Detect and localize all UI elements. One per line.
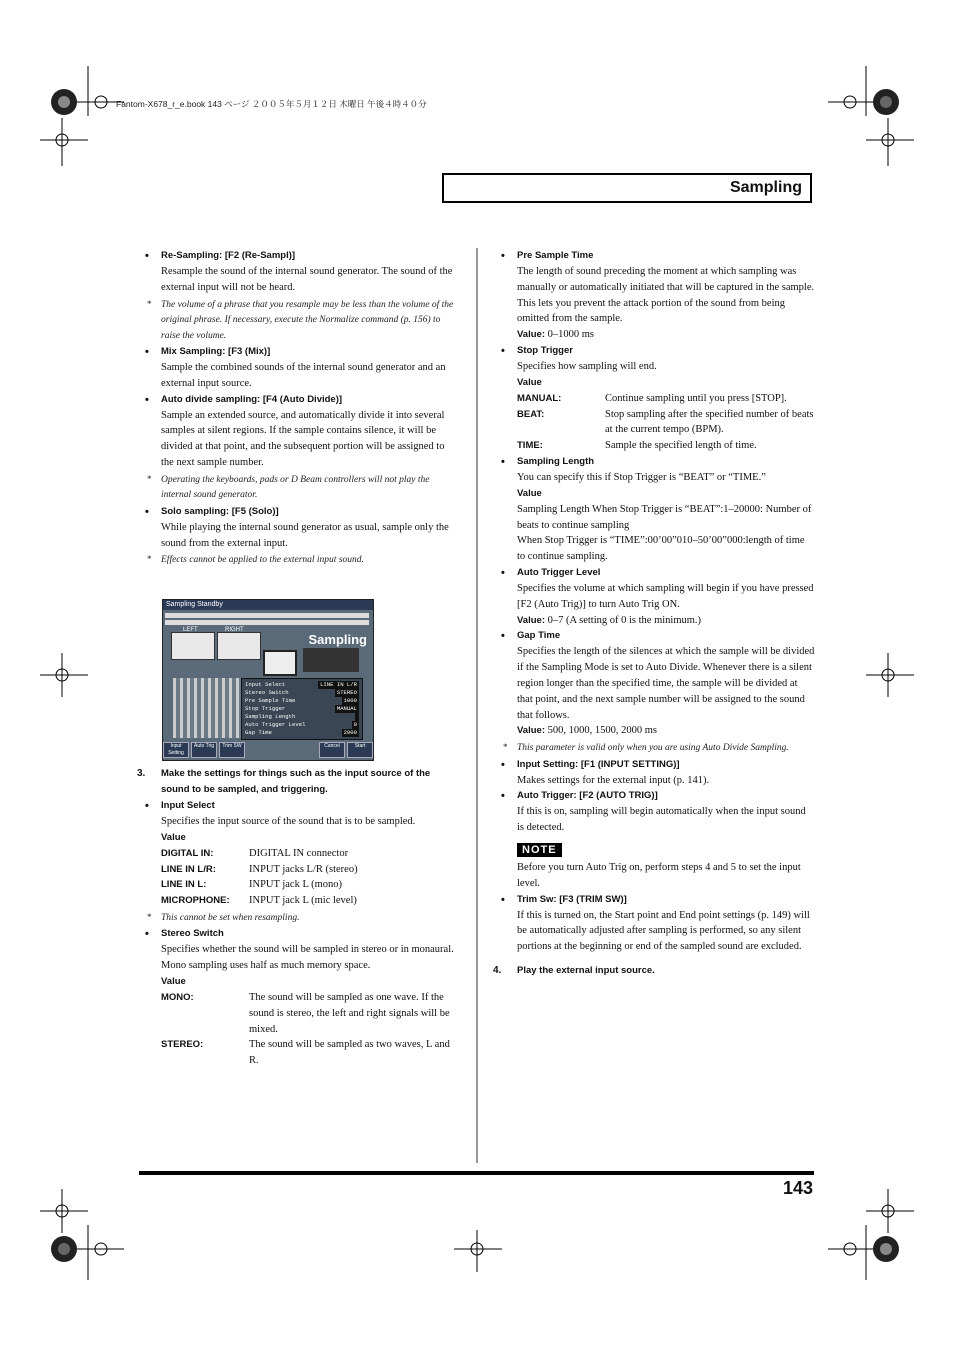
stereo-switch-value-desc: The sound will be sampled as two waves, L and R. xyxy=(249,1039,450,1067)
input-setting-heading: • Input Setting: [F1 (INPUT SETTING)] xyxy=(495,757,815,773)
stereo-switch-body: Specifies whether the sound will be sampled in stereo or in monaural. Mono sampling uses half as much memory space. xyxy=(161,944,454,972)
pre-sample-value: Value: 0–1000 ms xyxy=(517,329,595,341)
input-select-value-row xyxy=(139,846,459,862)
resampling-note: * The volume of a phrase that you resample may be less than the volume of the original phrase. If necessary, execute the Normalize command (p. 156) to raise the volume. xyxy=(147,298,454,341)
input-select-value-key: DIGITAL IN: xyxy=(161,847,214,859)
stop-trigger-value-label: Value xyxy=(517,376,542,388)
input-select-value-key: MICROPHONE: xyxy=(161,895,230,907)
screen-param-row xyxy=(245,705,359,713)
left-column-lower xyxy=(139,766,459,1069)
solo-note: * Effects cannot be applied to the external input sound. xyxy=(147,554,364,566)
resampling-heading: • Re-Sampling: [F2 (Re-Sampl)] xyxy=(139,248,459,264)
trim-sw-body: If this is turned on, the Start point and End point settings (p. 149) will be automatically adjusted after sampling is performed, so any silent portions at the beginning or end of the sampled sound are excluded. xyxy=(517,909,810,953)
screen-button[interactable]: Input Setting xyxy=(163,742,189,758)
screen-param-label: Stereo Switch xyxy=(245,689,289,696)
param-list xyxy=(241,678,363,740)
stereo-switch-heading: • Stereo Switch xyxy=(139,926,459,942)
screen-param-value: 0 xyxy=(353,721,357,728)
stereo-switch-value-desc: The sound will be sampled as one wave. If the sound is stereo, the left and right signals will be mixed. xyxy=(249,992,450,1035)
auto-divide-body: Sample an extended source, and automatically divide it into several samples at silent regions. If the sample contains silence, it will be divided at that point, and the subsequent portion will be assigned to the next sample number. xyxy=(161,409,445,469)
sampling-length-line1: Sampling Length When Stop Trigger is “BEAT”:1–20000: Number of beats to continue sampling xyxy=(517,503,812,531)
sampling-length-line2: When Stop Trigger is “TIME”:00’00”010–50’00”000:length of time to continue sampling. xyxy=(517,535,805,563)
meter-right-label: RIGHT xyxy=(225,627,244,633)
solo-heading: • Solo sampling: [F5 (Solo)] xyxy=(139,504,459,520)
pre-sample-heading: • Pre Sample Time xyxy=(495,248,815,264)
stop-trigger-value-key: MANUAL: xyxy=(517,392,562,404)
screen-button[interactable]: Trim SW xyxy=(219,742,245,758)
step-3: 3. Make the settings for things such as the input source of the sound to be sampled, and triggering. xyxy=(137,768,431,795)
screen-param-label: Auto Trigger Level xyxy=(245,721,306,728)
sampling-length-value-label: Value xyxy=(517,487,542,499)
mix-body: Sample the combined sounds of the internal sound generator and an external input source. xyxy=(161,362,446,389)
input-select-value-row xyxy=(139,877,459,893)
screen-param-row xyxy=(245,729,359,737)
sampling-length-heading: • Sampling Length xyxy=(495,454,815,470)
stereo-switch-value-row xyxy=(139,990,459,1037)
page-number: 143 xyxy=(782,1178,813,1198)
stop-trigger-value-row xyxy=(495,407,815,439)
stop-trigger-value-desc: Continue sampling until you press [STOP]. xyxy=(605,392,787,404)
input-select-value-key: LINE IN L: xyxy=(161,879,207,891)
stop-trigger-heading: • Stop Trigger xyxy=(495,343,815,359)
auto-trig-note: Before you turn Auto Trig on, perform steps 4 and 5 to set the input level. xyxy=(517,862,801,889)
auto-trigger-level-value: Value: 0–7 (A setting of 0 is the minimum.) xyxy=(517,614,702,626)
screen-param-value: STEREO xyxy=(336,689,357,696)
auto-trig-heading: • Auto Trigger: [F2 (AUTO TRIG)] xyxy=(495,788,815,804)
auto-trig-body: If this is on, sampling will begin automatically when the input sound is detected. xyxy=(517,806,806,834)
meter-left-label: LEFT xyxy=(183,627,198,633)
screen-logo: Sampling xyxy=(308,632,367,647)
screen-param-row xyxy=(245,689,359,697)
auto-divide-heading: • Auto divide sampling: [F4 (Auto Divide)] xyxy=(139,392,459,408)
screen-button[interactable]: Start xyxy=(347,742,373,758)
stop-trigger-value-key: TIME: xyxy=(517,440,543,452)
input-select-value-desc: DIGITAL IN connector xyxy=(249,847,349,859)
file-info: Fantom-X678_r_e.book 143 ページ ２００５年５月１２日 木曜日 午後４時４０分 xyxy=(116,99,427,109)
stereo-switch-value-key: MONO: xyxy=(161,992,194,1004)
note-badge: NOTE xyxy=(517,843,562,857)
sampling-length-body: You can specify this if Stop Trigger is “BEAT” or “TIME.” xyxy=(517,471,766,483)
screen-button[interactable]: Cancel xyxy=(319,742,345,758)
gap-time-note: * This parameter is valid only when you are using Auto Divide Sampling. xyxy=(503,742,789,754)
left-column xyxy=(139,248,459,569)
section-header xyxy=(442,173,812,203)
input-select-note: * This cannot be set when resampling. xyxy=(147,911,300,923)
input-select-body: Specifies the input source of the sound that is to be sampled. xyxy=(161,816,416,827)
stereo-switch-value-row xyxy=(139,1037,459,1069)
stop-trigger-value-row xyxy=(495,391,815,407)
screen-param-value: 1000 xyxy=(343,697,357,704)
screen-param-value xyxy=(355,713,359,721)
input-select-value-desc: INPUT jack L (mono) xyxy=(249,879,343,891)
screen-param-value: 2000 xyxy=(343,729,357,736)
stop-trigger-value-row xyxy=(495,438,815,454)
screen-param-label: Sampling Length xyxy=(245,713,296,720)
gap-time-body: Specifies the length of the silences at which the sample will be divided if the Sampling Mode is set to Auto Divide. Whenever there is a silent region longer than the specified time, the sample will be divided at that point, and the next sample number will be assigned to the sound that follows. xyxy=(517,646,815,721)
screen-param-row xyxy=(245,681,359,689)
input-select-value-label: Value xyxy=(161,831,186,843)
input-select-heading: • Input Select xyxy=(139,798,459,814)
screen-param-row xyxy=(245,721,359,729)
screen-param-row xyxy=(245,697,359,705)
section-title: Sampling xyxy=(729,179,802,196)
screen-param-label: Stop Trigger xyxy=(245,705,286,712)
input-select-value-row xyxy=(139,862,459,878)
screen-title: Sampling Standby xyxy=(163,600,374,610)
stop-trigger-value-desc: Sample the specified length of time. xyxy=(605,440,757,452)
stereo-switch-value-key: STEREO: xyxy=(161,1039,204,1051)
screen-param-label: Gap Time xyxy=(245,729,272,736)
input-setting-body: Makes settings for the external input (p. 141). xyxy=(517,774,710,786)
screen-param-label: Pre Sample Time xyxy=(245,697,296,704)
solo-body: While playing the internal sound generator as usual, sample only the sound from the external input. xyxy=(161,521,449,549)
screen-button[interactable]: Auto Trig xyxy=(191,742,217,758)
auto-divide-note: * Operating the keyboards, pads or D Beam controllers will not play the internal sound generator. xyxy=(147,473,430,501)
pre-sample-body: The length of sound preceding the moment at which sampling was manually or automatically initiated that will be captured in the sample. This lets you prevent the attack portion of the sound from being omitted from the sample. xyxy=(517,266,815,325)
screen-param-row xyxy=(245,713,359,721)
input-select-value-desc: INPUT jacks L/R (stereo) xyxy=(249,863,358,875)
stop-trigger-value-desc: Stop sampling after the specified number of beats at the current tempo (BPM). xyxy=(605,408,814,436)
stop-trigger-value-key: BEAT: xyxy=(517,408,545,420)
stereo-switch-value-label: Value xyxy=(161,976,186,988)
input-select-value-row xyxy=(139,893,459,909)
trim-sw-heading: • Trim Sw: [F3 (TRIM SW)] xyxy=(495,892,815,908)
screen-param-label: Input Select xyxy=(245,681,286,688)
gap-time-value: Value: 500, 1000, 1500, 2000 ms xyxy=(517,725,658,737)
input-select-value-key: LINE IN L/R: xyxy=(161,863,216,875)
sampling-standby-screenshot xyxy=(162,599,374,761)
resampling-body: Resample the sound of the internal sound generator. The sound of the external input will not be heard. xyxy=(161,266,453,293)
auto-trigger-level-heading: • Auto Trigger Level xyxy=(495,565,815,581)
auto-trigger-level-body: Specifies the volume at which sampling will begin if you have pressed [F2 (Auto Trig)] to turn Auto Trig ON. xyxy=(517,582,814,610)
step-4: 4. Play the external input source. xyxy=(493,965,655,976)
right-column xyxy=(495,248,815,979)
input-select-value-desc: INPUT jack L (mic level) xyxy=(249,895,357,907)
screen-param-value: LINE IN L/R xyxy=(320,681,357,688)
mix-heading: • Mix Sampling: [F3 (Mix)] xyxy=(139,344,459,360)
gap-time-heading: • Gap Time xyxy=(495,628,815,644)
stop-trigger-body: Specifies how sampling will end. xyxy=(517,360,657,372)
screen-param-value: MANUAL xyxy=(336,705,357,712)
